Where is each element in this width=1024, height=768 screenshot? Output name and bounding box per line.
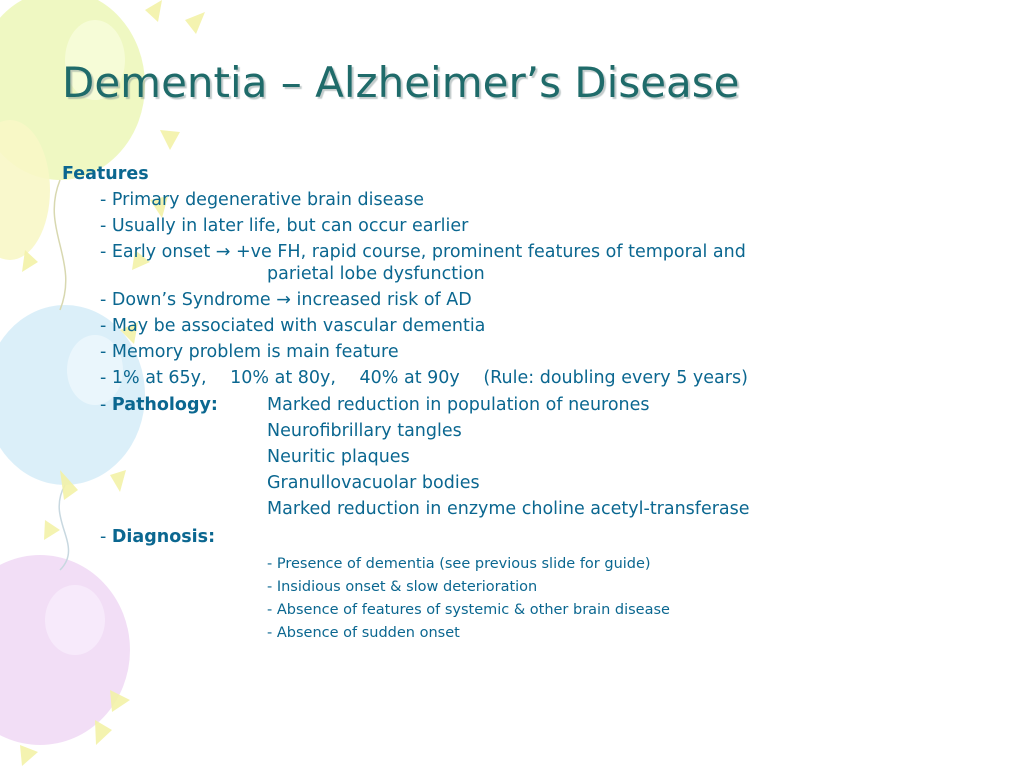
bullet-memory: - Memory problem is main feature: [100, 342, 399, 362]
bullet-downs-syndrome: [100, 290, 472, 310]
early-onset-text: +ve FH, rapid course, prominent features of temporal and: [236, 242, 746, 262]
pathology-dash: -: [100, 395, 107, 415]
downs-text: increased risk of AD: [296, 290, 472, 310]
pathology-item: Marked reduction in enzyme choline acetyl-transferase: [267, 499, 750, 519]
prevalence-80: 10% at 80y,: [230, 368, 336, 388]
bullet-prevalence: [100, 368, 748, 388]
bullet-early-onset: [100, 242, 746, 262]
diagnosis-item: - Presence of dementia (see previous slide for guide): [267, 556, 651, 572]
downs-prefix: - Down’s Syndrome: [100, 290, 271, 310]
diagnosis-dash: -: [100, 527, 107, 547]
prevalence-rule: (Rule: doubling every 5 years): [483, 368, 748, 388]
diagnosis-label-line: [100, 527, 215, 547]
prevalence-65: 1% at 65y,: [111, 368, 207, 388]
early-onset-prefix: - Early onset: [100, 242, 211, 262]
diagnosis-item: - Absence of features of systemic & other brain disease: [267, 602, 670, 618]
bullet-vascular: - May be associated with vascular dementia: [100, 316, 486, 336]
pathology-item: Neuritic plaques: [267, 447, 410, 467]
pathology-label-line: [100, 395, 218, 415]
diagnosis-item: - Insidious onset & slow deterioration: [267, 579, 538, 595]
right-arrow-icon: →: [276, 290, 291, 310]
diagnosis-item: - Absence of sudden onset: [267, 625, 460, 641]
pathology-item: Marked reduction in population of neurones: [267, 395, 650, 415]
early-onset-continuation: parietal lobe dysfunction: [267, 264, 485, 284]
bullet-later-life: - Usually in later life, but can occur earlier: [100, 216, 469, 236]
slide-title: Dementia – Alzheimer’s Disease: [62, 58, 740, 107]
prevalence-dash: -: [100, 368, 107, 388]
pathology-item: Granullovacuolar bodies: [267, 473, 480, 493]
prevalence-90: 40% at 90y: [359, 368, 460, 388]
right-arrow-icon: →: [215, 242, 231, 262]
pathology-item: Neurofibrillary tangles: [267, 421, 462, 441]
bullet-primary-degenerative: - Primary degenerative brain disease: [100, 190, 425, 210]
features-heading: Features: [62, 164, 149, 184]
diagnosis-label: Diagnosis:: [111, 527, 216, 547]
pathology-label: Pathology:: [111, 395, 218, 415]
